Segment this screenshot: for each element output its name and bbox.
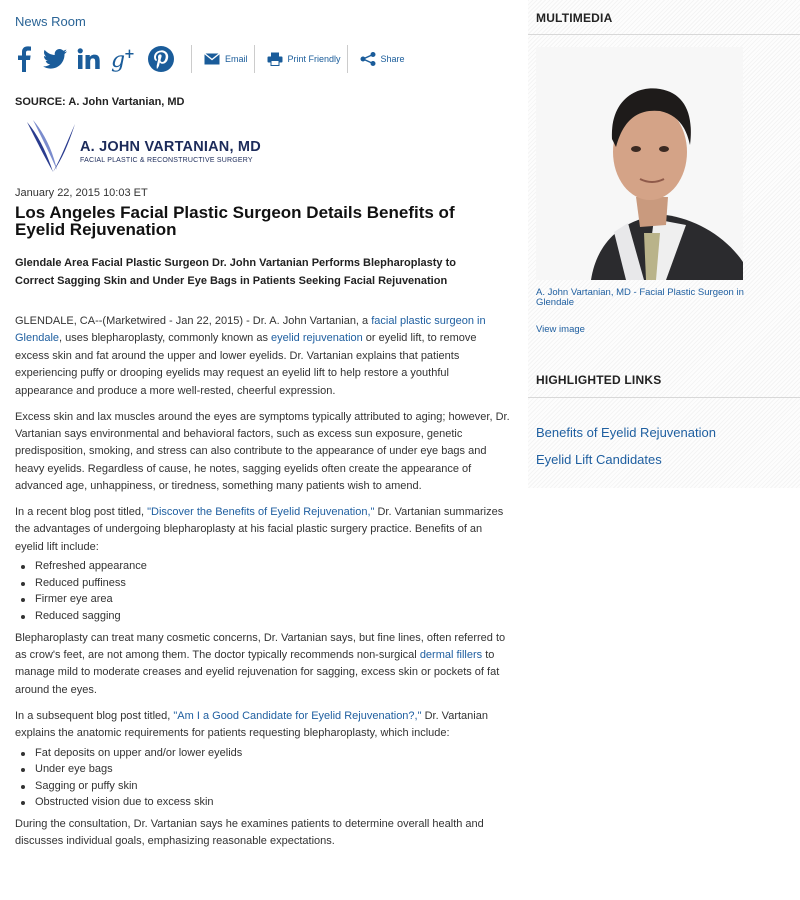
requirements-list	[15, 745, 510, 811]
printer-icon	[267, 52, 283, 66]
highlighted-link[interactable]: Eyelid Lift Candidates	[536, 452, 662, 467]
pinterest-icon[interactable]	[147, 45, 175, 73]
email-label: Email	[225, 54, 248, 64]
newsroom-link[interactable]: News Room	[15, 14, 86, 29]
list-item: Fat deposits on upper and/or lower eyelids	[15, 745, 510, 762]
print-button[interactable]	[267, 52, 341, 66]
paragraph: In a subsequent blog post titled, "Am I a Good Candidate for Eyelid Rejuvenation?," Dr. Vartanian explains the anatomic requirements for patients requesting blepharoplasty, which include:	[15, 709, 488, 740]
logo-subtitle: FACIAL PLASTIC & RECONSTRUCTIVE SURGERY	[80, 157, 253, 164]
share-button[interactable]	[360, 52, 405, 66]
paragraph: Excess skin and lax muscles around the eyes are symptoms typically attributed to aging; however, Dr. Vartanian says environmental and behavioral factors, such as excess sun exposure, genetic predisposition, smoking, and stress can also contribute to the appearance of under eye bags and heavy eyelids. Regardless of cause, he notes, sagging eyelids often create the appearance of advanced age, unhappiness, or tiredness, something many patients wish to amend.	[15, 410, 510, 493]
svg-text:+: +	[124, 47, 135, 62]
twitter-icon[interactable]	[43, 49, 67, 69]
dermal-fillers-link[interactable]: dermal fillers	[419, 649, 483, 662]
linkedin-icon[interactable]	[77, 48, 101, 70]
toolbar-divider	[191, 45, 192, 73]
print-label: Print Friendly	[287, 54, 341, 64]
toolbar-divider	[254, 45, 255, 73]
list-item: Reduced puffiness	[15, 575, 510, 592]
source-line: SOURCE: A. John Vartanian, MD	[15, 96, 185, 108]
highlighted-link[interactable]: Benefits of Eyelid Rejuvenation	[536, 425, 716, 440]
highlighted-links-heading: HIGHLIGHTED LINKS	[536, 373, 662, 387]
company-logo	[25, 118, 285, 176]
article-subhead: Glendale Area Facial Plastic Surgeon Dr. John Vartanian Performs Blepharoplasty to Correct Sagging Skin and Under Eye Bags in Patients Seeking Facial Rejuvenation	[15, 257, 456, 287]
divider	[528, 34, 800, 35]
paragraph: In a recent blog post titled, "Discover the Benefits of Eyelid Rejuvenation," Dr. Vartanian summarizes the advantages of undergoing blepharoplasty at his facial plastic surgery practice. Benefits of an eyelid lift include:	[15, 506, 504, 553]
candidate-blog-link[interactable]: "Am I a Good Candidate for Eyelid Rejuvenation?,"	[173, 709, 422, 722]
list-item: Under eye bags	[15, 761, 510, 778]
email-icon	[204, 53, 220, 65]
multimedia-heading: MULTIMEDIA	[536, 11, 613, 25]
logo-name: A. JOHN VARTANIAN, MD	[80, 139, 261, 155]
divider	[528, 397, 800, 398]
facial-plastic-surgeon-link[interactable]: facial plastic surgeon in Glendale	[15, 315, 486, 345]
list-item: Obstructed vision due to excess skin	[15, 794, 510, 811]
article-headline: Los Angeles Facial Plastic Surgeon Details Benefits of Eyelid Rejuvenation	[15, 203, 455, 239]
paragraph: GLENDALE, CA--(Marketwired - Jan 22, 2015) - Dr. A. John Vartanian, a facial plastic surgeon in Glendale, uses blepharoplasty, commonly known as eyelid rejuvenation or eyelid lift, to remove excess skin and fat around the upper and lower eyelids. Dr. Vartanian explains that patients experiencing puffy or drooping eyelids may request an eyelid lift to help restore a youthful appearance and produce a more well-rested, cheerful expression.	[15, 315, 486, 397]
logo-mark-icon	[25, 118, 77, 174]
paragraph: During the consultation, Dr. Vartanian says he examines patients to determine overall health and discusses individual goals, emphasizing reasonable expectations.	[15, 817, 484, 848]
portrait-image	[536, 47, 743, 280]
share-label: Share	[380, 54, 405, 64]
list-item: Sagging or puffy skin	[15, 778, 510, 795]
svg-text:g: g	[111, 48, 126, 72]
list-item: Refreshed appearance	[15, 558, 510, 575]
view-image-link[interactable]: View image	[536, 324, 585, 335]
paragraph: Blepharoplasty can treat many cosmetic concerns, Dr. Vartanian says, but fine lines, often referred to as crow's feet, are not among them. The doctor typically recommends non-surgical dermal fillers to manage mild to moderate creases and eyelid rejuvenation for sagging, excess skin or pockets of fat around the eyes.	[15, 631, 506, 696]
share-icon	[360, 52, 376, 66]
toolbar-divider	[347, 45, 348, 73]
share-toolbar	[15, 42, 510, 76]
benefits-blog-link[interactable]: "Discover the Benefits of Eyelid Rejuvenation,"	[147, 506, 375, 519]
email-button[interactable]	[204, 53, 248, 65]
surgeon-photo[interactable]	[536, 47, 743, 280]
article-date: January 22, 2015 10:03 ET	[15, 187, 148, 199]
sidebar	[528, 0, 800, 488]
benefits-list	[15, 558, 510, 624]
photo-caption[interactable]: A. John Vartanian, MD - Facial Plastic Surgeon in Glendale	[536, 287, 744, 308]
list-item: Firmer eye area	[15, 591, 510, 608]
googleplus-icon[interactable]	[111, 46, 137, 72]
eyelid-rejuvenation-link[interactable]: eyelid rejuvenation	[271, 332, 363, 345]
list-item: Reduced sagging	[15, 608, 510, 625]
facebook-icon[interactable]	[15, 46, 33, 72]
article-body	[15, 313, 510, 859]
